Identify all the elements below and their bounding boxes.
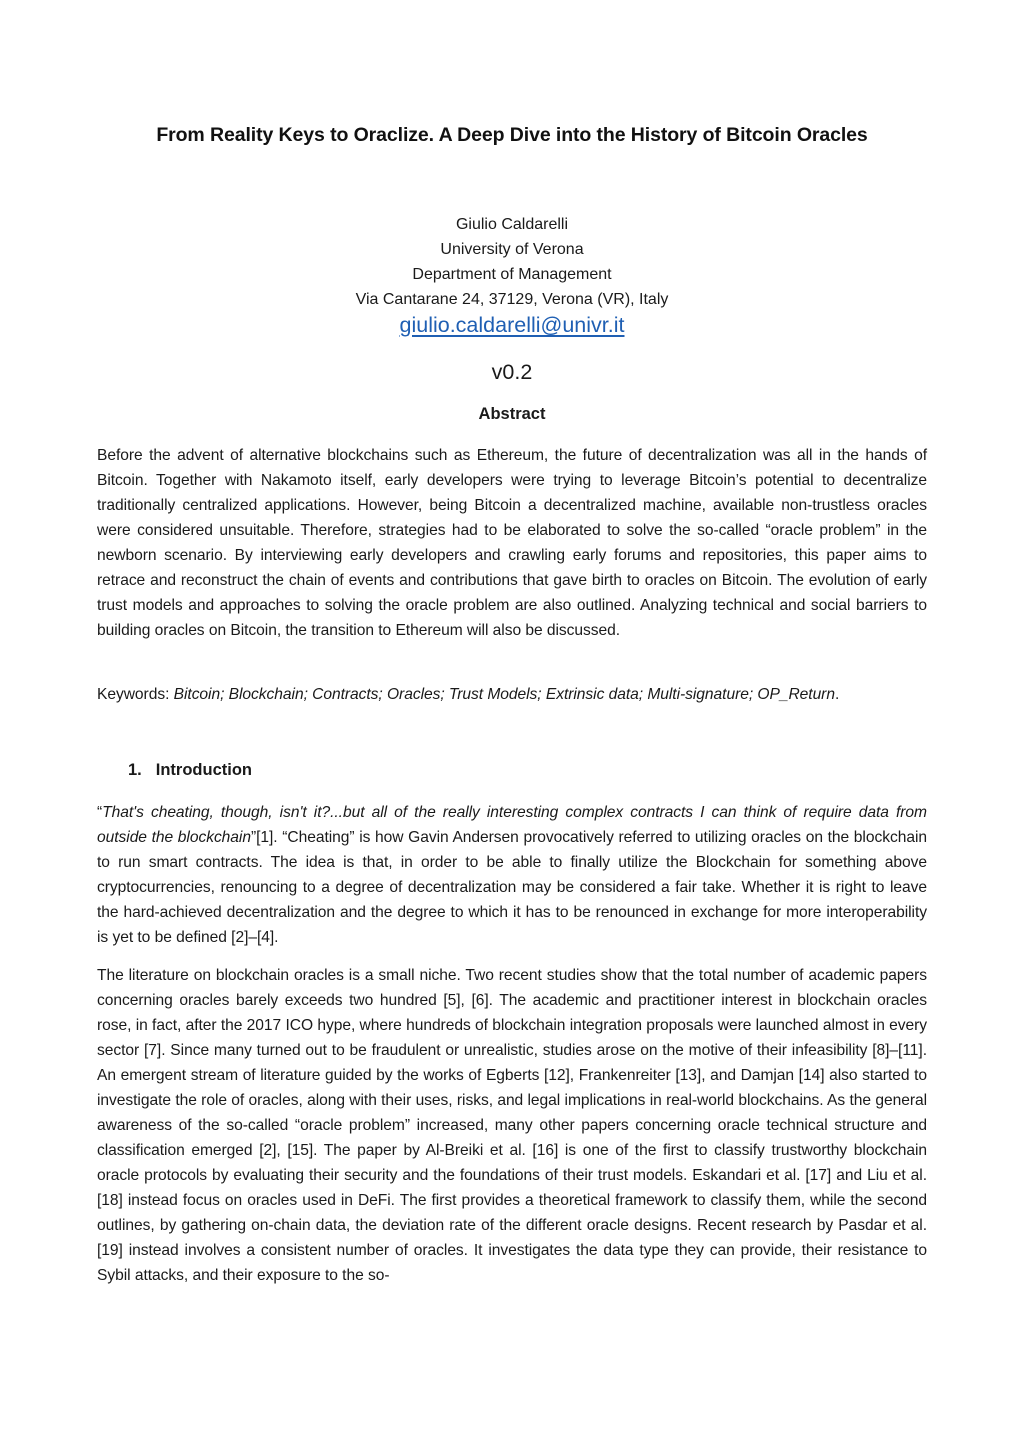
paper-version: v0.2 (491, 360, 533, 384)
author-department: Department of Management (412, 266, 612, 283)
keywords-label: Keywords: (97, 686, 174, 703)
author-address: Via Cantarane 24, 37129, Verona (VR), Italy (355, 291, 669, 308)
section-heading-introduction (128, 761, 252, 780)
paper-title: From Reality Keys to Oraclize. A Deep Dive into the History of Bitcoin Oracles (156, 124, 868, 146)
author-email-link[interactable]: giulio.caldarelli@univr.it (399, 313, 625, 337)
intro-paragraph-1-rest: ”[1]. “Cheating” is how Gavin Andersen provocatively referred to utilizing oracles on the blockchain to run smart contracts. The idea is that, in order to be able to finally utilize the Blockchain for something above cryptocurrencies, renouncing to a degree of decentralization may be considered a fair take. Whether it is right to leave the hard-achieved decentralization and the degree to which it has to be renounced in exchange for more interoperability is yet to be defined [2]–[4]. (97, 829, 927, 946)
section-number: 1. (128, 761, 142, 779)
keywords-line (97, 682, 927, 707)
author-name: Giulio Caldarelli (455, 216, 569, 233)
author-block (0, 212, 1024, 312)
keywords-values: Bitcoin; Blockchain; Contracts; Oracles; Trust Models; Extrinsic data; Multi-signature; OP_Return (173, 686, 835, 703)
author-affiliation: University of Verona (440, 241, 584, 258)
intro-paragraph-2: The literature on blockchain oracles is a small niche. Two recent studies show that the total number of academic papers concerning oracles barely exceeds two hundred [5], [6]. The academic and practitioner interest in blockchain oracles rose, in fact, after the 2017 ICO hype, where hundreds of blockchain integration proposals were launched almost in every sector [7]. Since many turned out to be fraudulent or unrealistic, studies arose on the motive of their infeasibility [8]–[11]. An emergent stream of literature guided by the works of Egberts [12], Frankenreiter [13], and Damjan [14] also started to investigate the role of oracles, along with their uses, risks, and legal implications in real-world blockchains. As the general awareness of the so-called “oracle problem” increased, many other papers concerning oracle technical structure and classification emerged [2], [15]. The paper by Al-Breiki et al. [16] is one of the first to classify trustworthy blockchain oracle protocols by evaluating their security and the foundations of their trust models. Eskandari et al. [17] and Liu et al. [18] instead focus on oracles used in DeFi. The first provides a theoretical framework to classify them, while the second outlines, by gathering on-chain data, the deviation rate of the different oracle designs. Recent research by Pasdar et al. [19] instead involves a consistent number of oracles. It investigates the data type they can provide, their resistance to Sybil attacks, and their exposure to the so- (97, 967, 927, 1284)
intro-quote: That's cheating, though, isn't it?...but all of the really interesting complex contracts I can think of require data from outside the blockchain (97, 804, 927, 846)
section-title: Introduction (155, 761, 252, 779)
abstract-heading: Abstract (478, 405, 546, 423)
intro-open-quote: “ (97, 804, 103, 821)
intro-paragraph-1 (97, 800, 927, 950)
abstract-text: Before the advent of alternative blockchains such as Ethereum, the future of decentralization was all in the hands of Bitcoin. Together with Nakamoto itself, early developers were trying to leverage Bitcoin’s potential to decentralize traditionally centralized applications. However, being Bitcoin a decentralized machine, available non-trustless oracles were considered unsuitable. Therefore, strategies had to be elaborated to solve the so-called “oracle problem” in the newborn scenario. By interviewing early developers and crawling early forums and repositories, this paper aims to retrace and reconstruct the chain of events and contributions that gave birth to oracles on Bitcoin. The evolution of early trust models and approaches to solving the oracle problem are also outlined. Analyzing technical and social barriers to building oracles on Bitcoin, the transition to Ethereum will also be discussed. (97, 447, 927, 639)
keywords-end: . (834, 686, 840, 703)
